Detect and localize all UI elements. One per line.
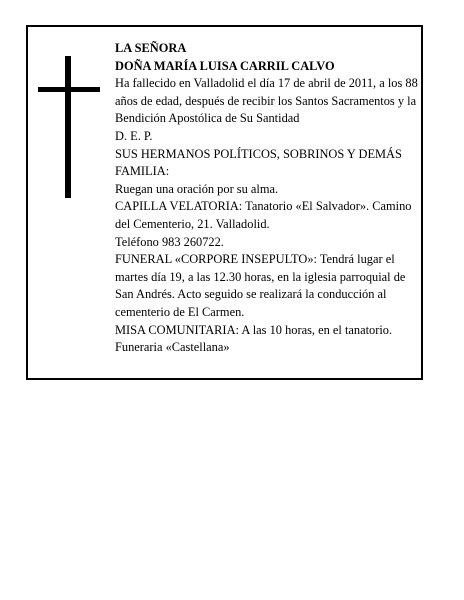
deceased-name: DOÑA MARÍA LUISA CARRIL CALVO bbox=[115, 58, 335, 73]
rest-in-peace: D. E. P. bbox=[115, 128, 153, 143]
death-announcement: Ha fallecido en Valladolid el día 17 de abril de 2011, a los 88 años de edad, después de recibir los Santos Sacramentos y la Bendición Apostólica de Su Santidad bbox=[115, 76, 418, 126]
wake-chapel: CAPILLA VELATORIA: Tanatorio «El Salvador». Camino del Cementerio, 21. Valladolid. bbox=[115, 199, 412, 231]
cross-vertical-bar bbox=[65, 56, 71, 198]
phone-number: Teléfono 983 260722. bbox=[115, 234, 224, 249]
notice-heading: LA SEÑORA bbox=[115, 41, 187, 55]
obituary-notice bbox=[26, 25, 423, 380]
funeral-home: Funeraria «Castellana» bbox=[115, 340, 230, 355]
prayer-request: Ruegan una oración por su alma. bbox=[115, 181, 279, 196]
funeral-details: FUNERAL «CORPORE INSEPULTO»: Tendrá lugar el martes día 19, a las 12.30 horas, en la iglesia parroquial de San Andrés. Acto seguido se realizará la conducción al cementerio de El Carmen. bbox=[115, 252, 406, 319]
cross-horizontal-bar bbox=[38, 87, 100, 92]
latin-cross-icon bbox=[38, 56, 100, 198]
family-line: SUS HERMANOS POLÍTICOS, SOBRINOS Y DEMÁS FAMILIA: bbox=[115, 146, 402, 179]
notice-body bbox=[115, 40, 421, 357]
community-mass: MISA COMUNITARIA: A las 10 horas, en el tanatorio. bbox=[115, 322, 393, 337]
